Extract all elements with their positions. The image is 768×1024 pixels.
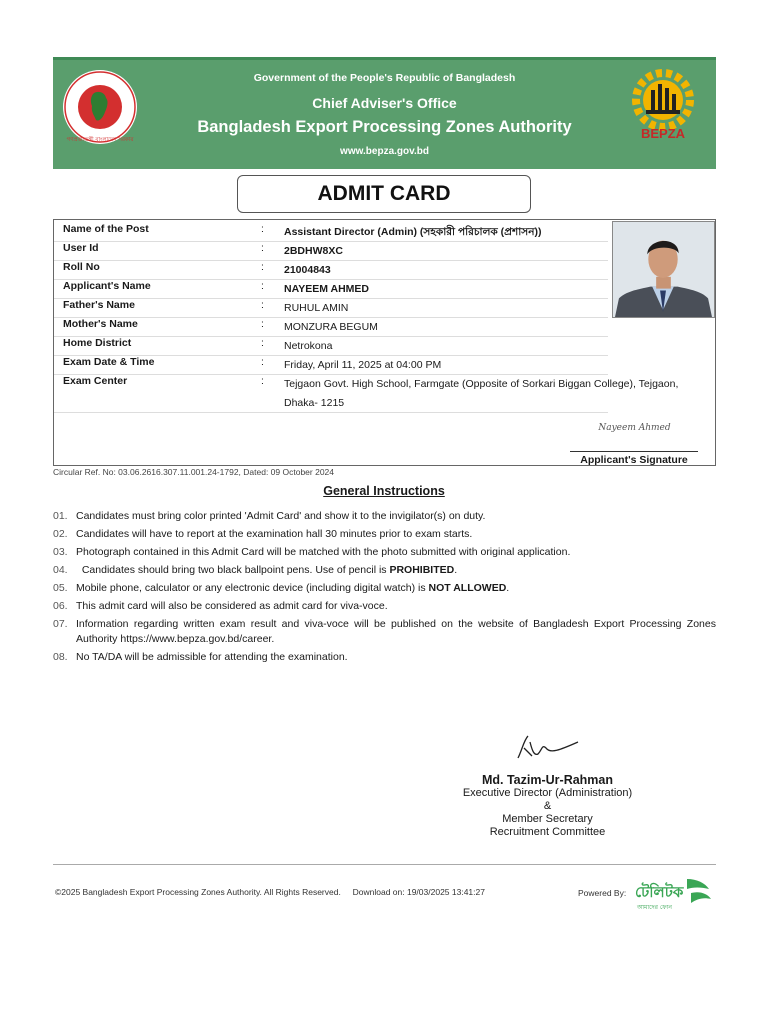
copyright-text: ©2025 Bangladesh Export Processing Zones Authority. All Rights Reserved. bbox=[55, 887, 341, 897]
value-mother-name: MONZURA BEGUM bbox=[284, 321, 378, 333]
applicant-info-box bbox=[53, 219, 716, 466]
label-post: Name of the Post bbox=[63, 223, 149, 235]
info-row-post: Name of the Post : Assistant Director (Admin) (সহকারী পরিচালক (প্রশাসন)) bbox=[54, 223, 608, 242]
instructions-list bbox=[53, 509, 716, 668]
info-row-home-district: Home District : Netrokona bbox=[54, 337, 608, 356]
value-applicant-name: NAYEEM AHMED bbox=[284, 283, 369, 295]
footer-text bbox=[55, 887, 485, 897]
applicant-photo bbox=[612, 221, 715, 318]
info-row-user-id: User Id : 2BDHW8XC bbox=[54, 242, 608, 261]
instruction-item: 05. Mobile phone, calculator or any electronic device (including digital watch) is NOT ALLOWED. bbox=[53, 582, 510, 594]
value-home-district: Netrokona bbox=[284, 340, 333, 352]
website-link[interactable]: www.bepza.gov.bd bbox=[340, 146, 429, 157]
teletalk-logo-icon bbox=[635, 875, 715, 915]
value-exam-date: Friday, April 11, 2025 at 04:00 PM bbox=[284, 359, 442, 371]
authority-signature-icon bbox=[508, 728, 588, 768]
info-row-father-name: Father's Name : RUHUL AMIN bbox=[54, 299, 608, 318]
value-exam-center: Tejgaon Govt. High School, Farmgate (Opposite of Sorkari Biggan College), Tejgaon, Dhaka- 1215 bbox=[284, 378, 679, 409]
header-banner bbox=[53, 57, 716, 169]
value-post: Assistant Director (Admin) (সহকারী পরিচালক (প্রশাসন)) bbox=[284, 226, 542, 238]
signatory-title: Executive Director (Administration) bbox=[462, 787, 633, 799]
instruction-item: 06. This admit card will also be considered as admit card for viva-voce. bbox=[53, 600, 388, 612]
value-father-name: RUHUL AMIN bbox=[284, 302, 349, 314]
office-line: Chief Adviser's Office bbox=[312, 95, 457, 111]
admit-card-title: ADMIT CARD bbox=[237, 175, 531, 213]
bepza-logo-text: BEPZA bbox=[640, 126, 686, 141]
signatory-block: Md. Tazim-Ur-Rahman Executive Director (Administration) & Member Secretary Recruitment Committee bbox=[440, 728, 655, 839]
instruction-item: 08. No TA/DA will be admissible for attending the examination. bbox=[53, 651, 348, 663]
info-row-roll-no: Roll No : 21004843 bbox=[54, 261, 608, 280]
footer-divider bbox=[53, 864, 716, 865]
signatory-name: Md. Tazim-Ur-Rahman bbox=[481, 773, 614, 787]
value-roll-no: 21004843 bbox=[284, 264, 331, 276]
authority-name: Bangladesh Export Processing Zones Authority bbox=[197, 118, 572, 136]
applicant-signature-image: Nayeem Ahmed bbox=[598, 423, 671, 433]
instruction-item: 04. Candidates should bring two black ballpoint pens. Use of pencil is PROHIBITED. bbox=[53, 564, 458, 576]
info-row-exam-date: Exam Date & Time : Friday, April 11, 2025 at 04:00 PM bbox=[54, 356, 608, 375]
bepza-logo-icon bbox=[618, 66, 708, 146]
government-line: Government of the People's Republic of Bangladesh bbox=[253, 72, 516, 84]
value-user-id: 2BDHW8XC bbox=[284, 245, 343, 257]
circular-reference: Circular Ref. No: 03.06.2616.307.11.001.24-1792, Dated: 09 October 2024 bbox=[53, 467, 335, 477]
applicant-signature-label: Applicant's Signature bbox=[570, 451, 698, 466]
instruction-item: 01. Candidates must bring color printed 'Admit Card' and show it to the invigilator(s) on duty. bbox=[53, 510, 486, 522]
emblem-ring-text: গণপ্রজাতন্ত্রী বাংলাদেশ সরকার bbox=[66, 137, 134, 143]
general-instructions-title: General Instructions bbox=[323, 484, 445, 498]
info-row-exam-center: Exam Center : Tejgaon Govt. High School, Farmgate (Opposite of Sorkari Biggan College), Tejgaon, Dhaka- 1215 bbox=[54, 375, 608, 413]
powered-by bbox=[578, 875, 718, 915]
info-row-mother-name: Mother's Name : MONZURA BEGUM bbox=[54, 318, 608, 337]
download-timestamp: Download on: 19/03/2025 13:41:27 bbox=[352, 887, 485, 897]
powered-by-label: Powered By: bbox=[578, 888, 627, 898]
teletalk-tagline: আমাদের ফোন bbox=[637, 904, 672, 911]
applicant-signature-area bbox=[572, 423, 697, 441]
info-row-applicant-name: Applicant's Name : NAYEEM AHMED bbox=[54, 280, 608, 299]
instruction-item: 07. Information regarding written exam result and viva-voce will be published on the website of Bangladesh Export Processing Zones Authority https://www.bepza.gov.bd/career. bbox=[53, 618, 716, 645]
instruction-item: 03. Photograph contained in this Admit Card will be matched with the photo submitted with original application. bbox=[53, 546, 571, 558]
teletalk-brand: টেলিটক bbox=[635, 883, 684, 901]
instruction-item: 02. Candidates will have to report at the examination hall 30 minutes prior to exam starts. bbox=[53, 528, 473, 540]
